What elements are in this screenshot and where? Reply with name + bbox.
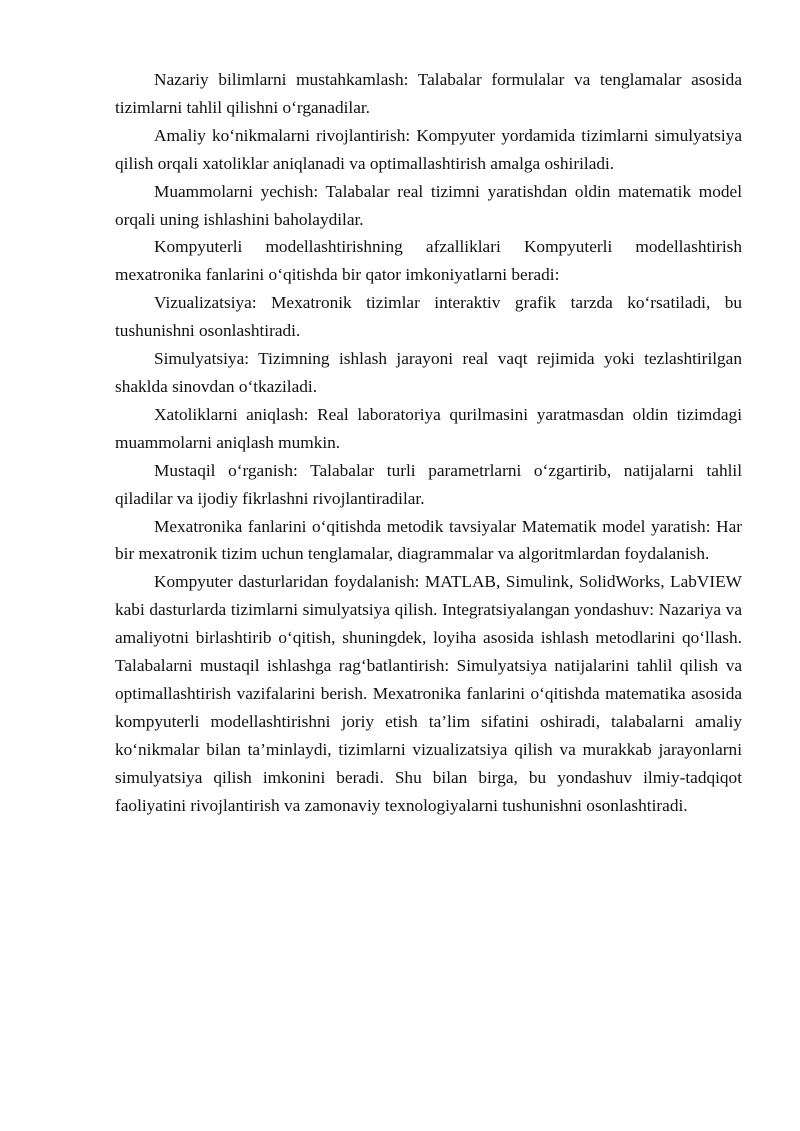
paragraph-simulation: Simulyatsiya: Tizimning ishlash jarayoni real vaqt rejimida yoki tezlashtirilgan shaklda sinovdan o‘tkaziladi. — [115, 349, 742, 396]
document-page — [115, 66, 742, 819]
paragraph-visualization: Vizualizatsiya: Mexatronik tizimlar interaktiv grafik tarzda ko‘rsatiladi, bu tushunishni osonlashtiradi. — [115, 293, 742, 341]
paragraph-problem-solving: Muammolarni yechish: Talabalar real tizimni yaratishdan oldin matematik model orqali uning ishlashini baholaydilar. — [115, 181, 742, 229]
paragraph-theory-reinforcement: Nazariy bilimlarni mustahkamlash: Talabalar formulalar va tenglamalar asosida tizimlarni tahlil qilishni o‘rganadilar. — [115, 70, 742, 117]
paragraph-practical-skills: Amaliy ko‘nikmalarni rivojlantirish: Kompyuter yordamida tizimlarni simulyatsiya qilish orqali xatoliklar aniqlanadi va optimallashtirish amalga oshiriladi. — [115, 125, 742, 173]
paragraph-methodical-recommendations: Mexatronika fanlarini o‘qitishda metodik tavsiyalar Matematik model yaratish: Har bir mexatronik tizim uchun tenglamalar, diagrammalar va algoritmlardan foydalanish. — [115, 516, 742, 564]
paragraph-software-usage: Kompyuter dasturlaridan foydalanish: MATLAB, Simulink, SolidWorks, LabVIEW kabi dasturlarda tizimlarni simulyatsiya qilish. Integratsiyalangan yondashuv: Nazariya va amaliyotni birlashtirib o‘qitish, shuningdek, loyiha asosida ishlash metodlarini qo‘llash. Talabalarni mustaqil ishlashga rag‘batlantirish: Simulyatsiya natijalarini tahlil qilish va optimallashtirish vazifalarini berish. Mexatronika fanlarini o‘qitishda matematika asosida kompyuterli modellashtirishni joriy etish ta’lim sifatini oshiradi, talabalarni amaliy ko‘nikmalar bilan ta’minlaydi, tizimlarni vizualizatsiya qilish va murakkab jarayonlarni simulyatsiya qilish imkonini beradi. Shu bilan birga, bu yondashuv ilmiy-tadqiqot faoliyatini rivojlantirish va zamonaviy texnologiyalarni tushunishni osonlashtiradi. — [115, 572, 742, 815]
paragraph-independent-learning: Mustaqil o‘rganish: Talabalar turli parametrlarni o‘zgartirib, natijalarni tahlil qiladilar va ijodiy fikrlashni rivojlantiradilar. — [115, 460, 742, 508]
paragraph-error-detection: Xatoliklarni aniqlash: Real laboratoriya qurilmasini yaratmasdan oldin tizimdagi muammolarni aniqlash mumkin. — [115, 404, 742, 452]
paragraph-modeling-advantages: Kompyuterli modellashtirishning afzalliklari Kompyuterli modellashtirish mexatronika fanlarini o‘qitishda bir qator imkoniyatlarni beradi: — [115, 237, 742, 285]
